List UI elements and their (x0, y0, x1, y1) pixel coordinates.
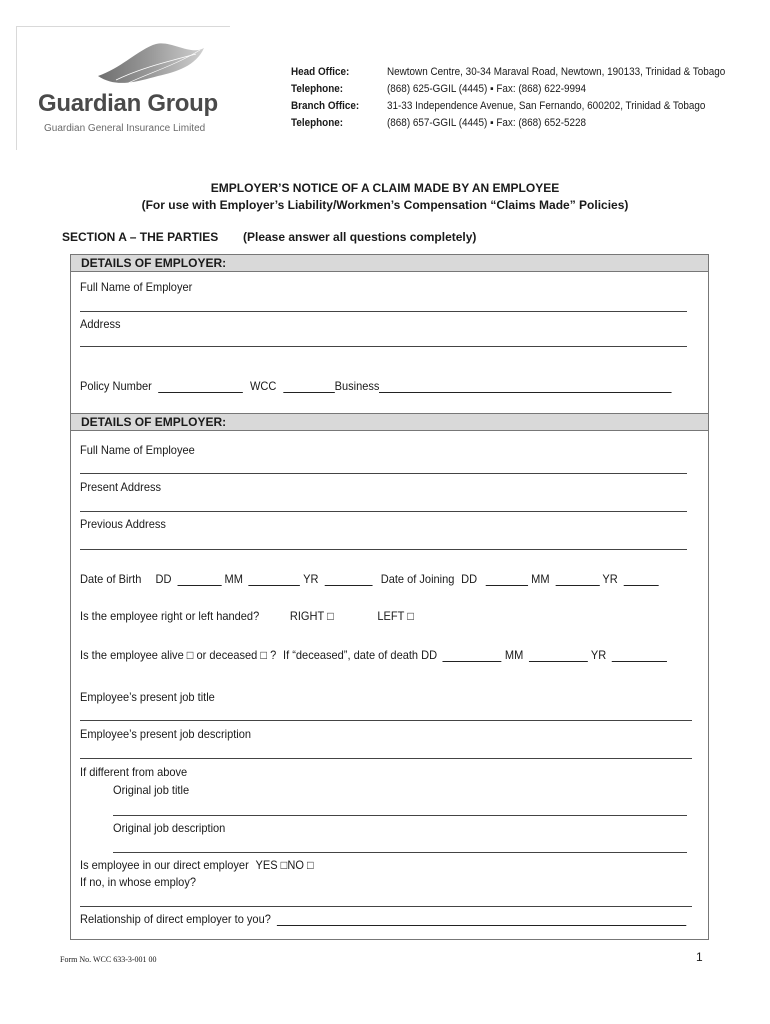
dob-dd-label: DD (155, 572, 172, 586)
logo-wing-icon (96, 38, 206, 92)
dob-yr-field[interactable] (324, 575, 372, 586)
employer-address-label: Address (80, 317, 121, 331)
contact-value: (868) 625-GGIL (4445) ▪ Fax: (868) 622-9994 (387, 83, 587, 95)
dob-dd-field[interactable] (177, 575, 221, 586)
present-address-field[interactable] (80, 511, 687, 512)
form-number: Form No. WCC 633-3-001 00 (60, 955, 157, 964)
dob-label: Date of Birth (80, 572, 142, 586)
policy-number-field[interactable] (159, 382, 244, 393)
employee-name-label: Full Name of Employee (80, 443, 195, 457)
wcc-field[interactable] (283, 382, 335, 393)
contact-value: 31-33 Independence Avenue, San Fernando, 600202, Trinidad & Tobago (387, 100, 706, 112)
direct-employ-question: Is employee in our direct employer (80, 858, 249, 872)
relationship-field[interactable] (277, 915, 686, 926)
previous-address-field[interactable] (80, 549, 687, 550)
relationship-row (80, 912, 686, 926)
death-yr-field[interactable] (612, 651, 667, 662)
present-address-label: Present Address (80, 480, 162, 494)
logo-subtitle: Guardian General Insurance Limited (44, 123, 206, 134)
orig-title-label: Original job title (113, 783, 190, 797)
contact-label: Telephone: (291, 83, 344, 95)
contact-label: Branch Office: (291, 100, 360, 112)
right-checkbox[interactable]: □ (327, 609, 334, 623)
job-title-field[interactable] (80, 720, 692, 721)
death-date-label: If “deceased”, date of death DD (283, 648, 438, 662)
alive-question: Is the employee alive (80, 648, 184, 662)
death-mm-label: MM (504, 648, 524, 662)
death-dd-field[interactable] (443, 651, 502, 662)
doj-yr-label: YR (602, 572, 618, 586)
business-field[interactable] (379, 382, 672, 393)
doj-yr-field[interactable] (624, 575, 659, 586)
employee-name-field[interactable] (80, 473, 687, 474)
employer-name-label: Full Name of Employer (80, 280, 193, 294)
right-label: RIGHT (289, 609, 325, 623)
employer-address-field[interactable] (80, 346, 687, 347)
whose-employ-label: If no, in whose employ? (80, 875, 196, 889)
relationship-label: Relationship of direct employer to you? (80, 912, 271, 926)
contact-label: Telephone: (291, 117, 344, 129)
section-label: SECTION A – THE PARTIES (62, 230, 219, 244)
orig-title-field[interactable] (113, 815, 687, 816)
yes-checkbox[interactable]: □ (280, 858, 288, 872)
contact-values (387, 64, 725, 132)
death-mm-field[interactable] (529, 651, 588, 662)
alive-checkbox[interactable]: □ (186, 648, 194, 662)
employer-name-field[interactable] (80, 311, 687, 312)
employee-heading: DETAILS OF EMPLOYER: (70, 413, 709, 431)
orig-desc-field[interactable] (113, 852, 687, 853)
job-desc-label: Employee’s present job description (80, 727, 252, 741)
policy-row (80, 379, 672, 393)
question-mark: ? (270, 648, 277, 662)
no-label: NO (287, 858, 304, 872)
dates-row (80, 572, 659, 586)
contact-label: Head Office: (291, 66, 350, 78)
handed-row (80, 609, 414, 623)
deceased-checkbox[interactable]: □ (260, 648, 268, 662)
left-label: LEFT (377, 609, 405, 623)
form-title: EMPLOYER’S NOTICE OF A CLAIM MADE BY AN EMPLOYEE (210, 181, 560, 195)
employer-heading: DETAILS OF EMPLOYER: (70, 254, 709, 272)
section-instruction: (Please answer all questions completely) (243, 230, 477, 244)
dob-mm-field[interactable] (249, 575, 301, 586)
contact-value: (868) 657-GGIL (4445) ▪ Fax: (868) 652-5228 (387, 117, 587, 129)
deceased-label: or deceased (196, 648, 258, 662)
form-subtitle: (For use with Employer’s Liability/Workmen’s Compensation “Claims Made” Policies) (141, 198, 629, 212)
previous-address-label: Previous Address (80, 517, 166, 531)
page-number: 1 (696, 950, 703, 964)
left-checkbox[interactable]: □ (407, 609, 414, 623)
orig-desc-label: Original job description (113, 821, 226, 835)
job-desc-field[interactable] (80, 758, 692, 759)
form-frame (70, 254, 709, 940)
policy-number-label: Policy Number (80, 379, 152, 393)
yes-label: YES (255, 858, 278, 872)
business-label: Business (334, 379, 380, 393)
logo-name: Guardian Group (38, 90, 218, 117)
dob-yr-label: YR (303, 572, 319, 586)
doj-mm-field[interactable] (555, 575, 599, 586)
job-title-label: Employee’s present job title (80, 690, 215, 704)
death-yr-label: YR (590, 648, 607, 662)
doj-dd-label: DD (461, 572, 478, 586)
handed-question: Is the employee right or left handed? (80, 609, 260, 623)
doj-label: Date of Joining (380, 572, 455, 586)
doj-mm-label: MM (531, 572, 550, 586)
wcc-label: WCC (249, 379, 277, 393)
no-checkbox[interactable]: □ (306, 858, 314, 872)
if-different-label: If different from above (80, 765, 188, 779)
whose-employ-field[interactable] (80, 906, 692, 907)
contact-labels (291, 64, 359, 132)
doj-dd-field[interactable] (486, 575, 528, 586)
dob-mm-label: MM (224, 572, 243, 586)
direct-employ-row (80, 858, 314, 872)
contact-value: Newtown Centre, 30-34 Maraval Road, Newtown, 190133, Trinidad & Tobago (387, 66, 726, 78)
alive-row (80, 648, 667, 662)
